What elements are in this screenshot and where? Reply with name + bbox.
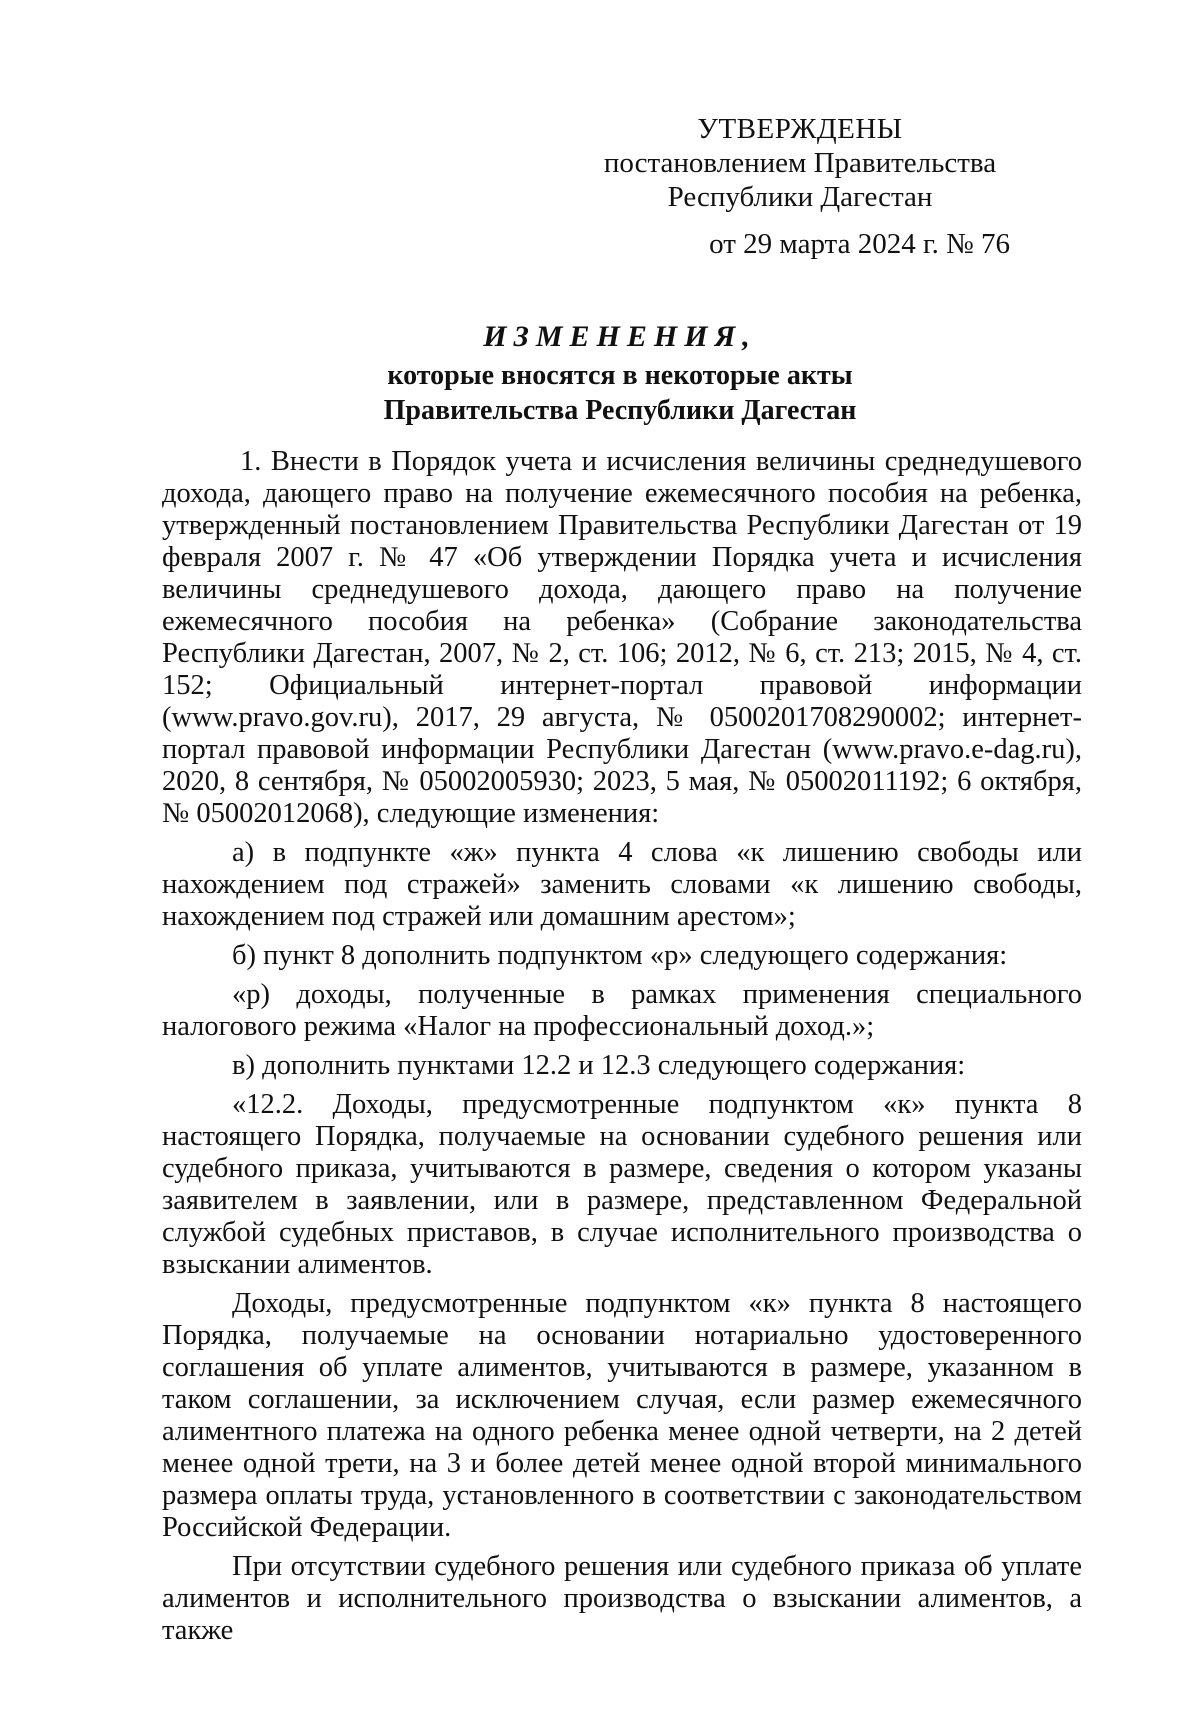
- approved-heading: УТВЕРЖДЕНЫ: [697, 113, 903, 145]
- paragraph-r: «р) доходы, полученные в рамках применения специального налогового режима «Налог на профессиональный доход.»;: [162, 979, 1082, 1042]
- approved-authority-line: Республики Дагестан: [667, 181, 933, 214]
- paragraph-b: б) пункт 8 дополнить подпунктом «р» следующего содержания:: [232, 940, 1008, 971]
- paragraph-12-2: «12.2. Доходы, предусмотренные подпунктом «к» пункта 8 настоящего Порядка, получаемые на основании судебного решения или судебного приказа, учитываются в размере, сведения о котором указаны заявителем в заявлении, или в размере, представленном Федеральной службой судебных приставов, в случае исполнительного производства о взыскании алиментов.: [162, 1089, 1082, 1280]
- paragraph-1: 1. Внести в Порядок учета и исчисления величины среднедушевого дохода, дающего право на получение ежемесячного пособия на ребенка, утвержденный постановлением Правительства Республики Дагестан от 19 февраля 2007 г. № 47 «Об утверждении Порядка учета и исчисления величины среднедушевого дохода, дающего право на получение ежемесячного пособия на ребенка» (Собрание законодательства Республики Дагестан, 2007, № 2, ст. 106; 2012, № 6, ст. 213; 2015, № 4, ст. 152; Официальный интернет-портал правовой информации (www.pravo.gov.ru), 2017, 29 августа, № 0500201708290002; интернет-портал правовой информации Республики Дагестан (www.pravo.e-dag.ru), 2020, 8 сентября, № 05002005930; 2023, 5 мая, № 05002011192; 6 октября, № 05002012068), следующие изменения:: [162, 446, 1082, 829]
- title-main: ИЗМЕНЕНИЯ,: [483, 320, 757, 353]
- paragraph-a: а) в подпункте «ж» пункта 4 слова «к лишению свободы или нахождением под стражей» заменить словами «к лишению свободы, нахождением под стражей или домашним арестом»;: [162, 837, 1082, 932]
- paragraph-income-agreement: Доходы, предусмотренные подпунктом «к» пункта 8 настоящего Порядка, получаемые на основании нотариально удостоверенного соглашения об уплате алиментов, учитываются в размере, указанном в таком соглашении, за исключением случая, если размер ежемесячного алиментного платежа на одного ребенка менее одной четверти, на 2 детей менее одной трети, на 3 и более детей менее одной второй минимального размера оплаты труда, установленного в соответствии с законодательством Российской Федерации.: [162, 1288, 1082, 1543]
- document-body: [162, 446, 1082, 1654]
- title-subline-2: Правительства Республики Дагестан: [383, 394, 857, 426]
- document-title: [160, 318, 1080, 428]
- approval-stamp-block: [590, 112, 1010, 261]
- paragraph-absence: При отсутствии судебного решения или судебного приказа об уплате алиментов и исполнительного производства о взыскании алиментов, а также: [162, 1551, 1082, 1646]
- paragraph-v: в) дополнить пунктами 12.2 и 12.3 следующего содержания:: [232, 1050, 966, 1081]
- approved-date-line: от 29 марта 2024 г. № 76: [709, 227, 1010, 260]
- approved-by-line: постановлением Правительства: [603, 147, 997, 180]
- title-subline-1: которые вносятся в некоторые акты: [387, 359, 853, 391]
